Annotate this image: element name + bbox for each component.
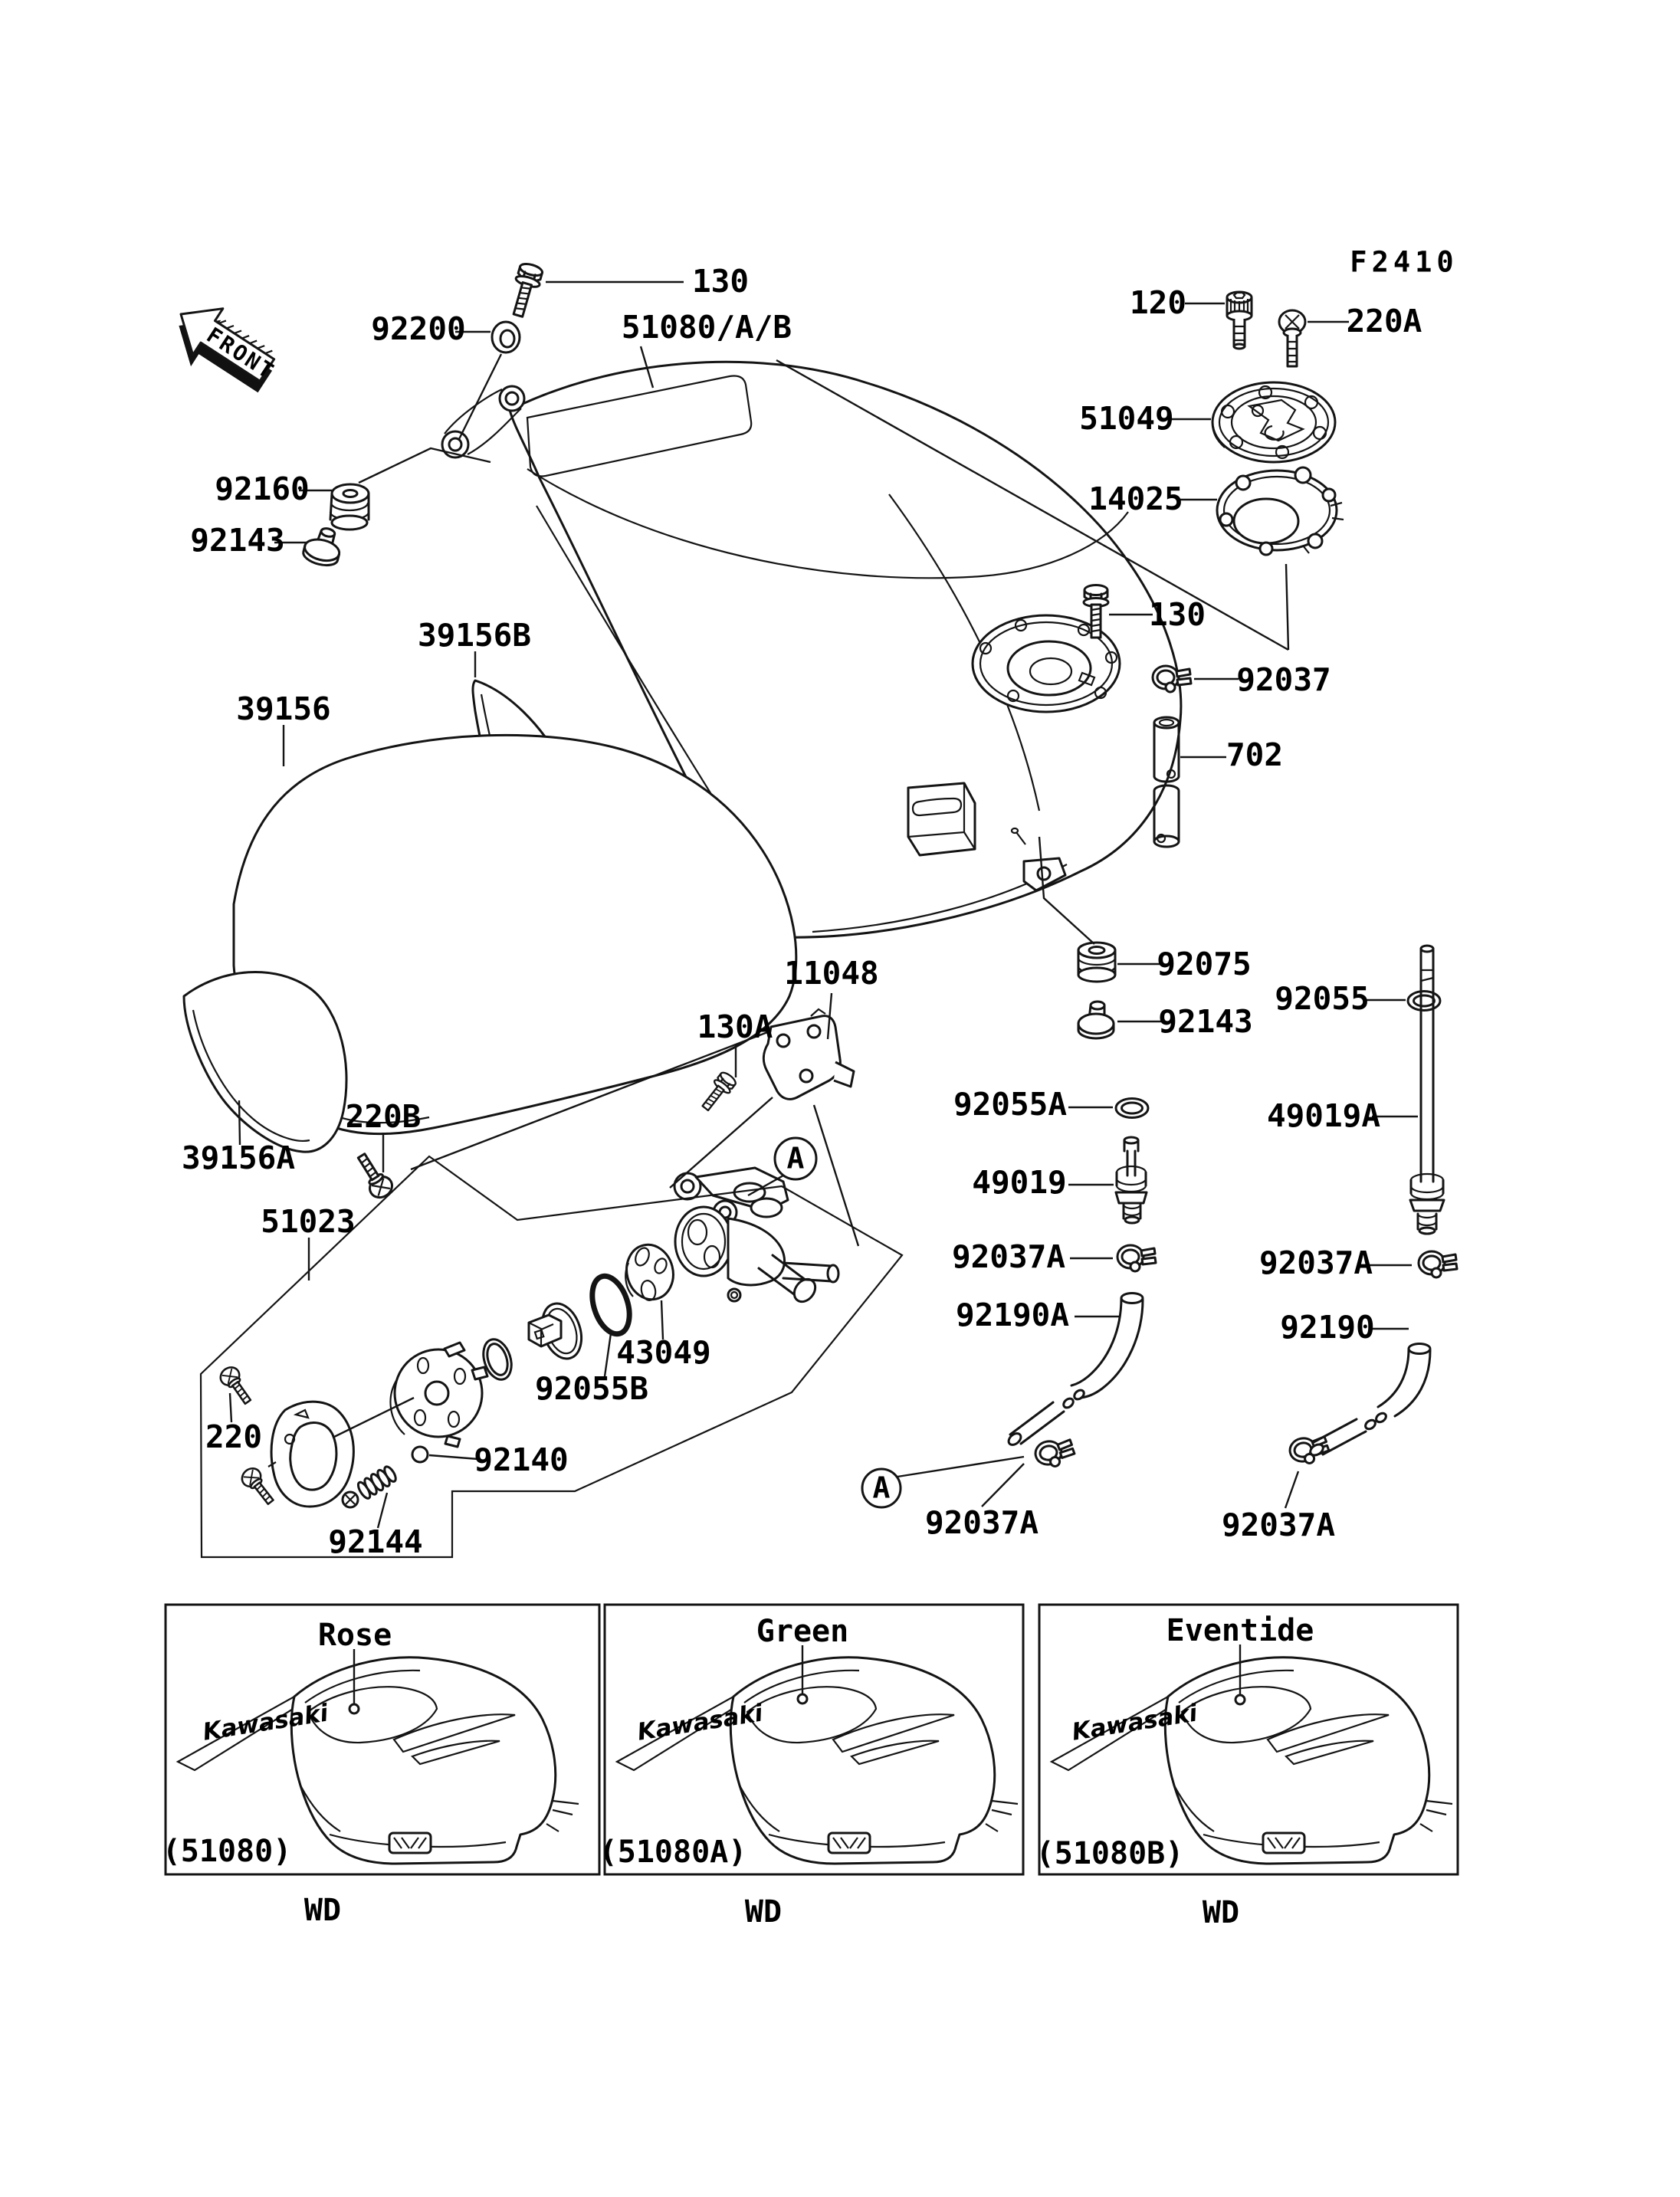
- leader-92037a-bottom-right: [1285, 1471, 1298, 1508]
- sender-49019a: [1410, 946, 1444, 1234]
- part-label-11048: 11048: [784, 955, 879, 992]
- marker-line-a-hose: [897, 1457, 1024, 1477]
- peg-92143-left: [301, 524, 344, 569]
- oring-92055a: [1116, 1099, 1148, 1118]
- gasket-43049: [621, 1240, 679, 1304]
- part-label-130a: 130A: [697, 1008, 773, 1045]
- leader-92140: [429, 1455, 478, 1459]
- part-label-92190a: 92190A: [955, 1297, 1070, 1333]
- front-mount-tab: [442, 386, 524, 457]
- washer-92200: [492, 322, 520, 353]
- petcock-body: [674, 1168, 838, 1306]
- peg-92143-right: [1078, 1002, 1114, 1038]
- part-label-220a: 220A: [1346, 303, 1422, 339]
- part-label-51049: 51049: [1079, 400, 1174, 437]
- part-label-92037: 92037: [1236, 661, 1331, 698]
- part-label-49019: 49019: [972, 1164, 1067, 1201]
- variant-box-green: [599, 1605, 1023, 1930]
- clamp-92037a-mid-left: [1117, 1245, 1156, 1271]
- variant-leader-dot-green: [798, 1694, 807, 1703]
- part-label-92160: 92160: [215, 471, 310, 507]
- part-label-220: 220: [205, 1418, 263, 1455]
- clamp-92037a-bottom-left: [1033, 1436, 1076, 1470]
- part-label-49019a: 49019A: [1266, 1097, 1381, 1134]
- variant-title-rose: Rose: [317, 1618, 392, 1653]
- link-line-5: [814, 1105, 858, 1246]
- kawasaki-logo-green: Kawasaki: [635, 1699, 765, 1746]
- part-label-92055a: 92055A: [953, 1086, 1068, 1123]
- part-label-220b: 220B: [345, 1098, 422, 1135]
- variant-boxes: [162, 1605, 1458, 1930]
- part-label-92190: 92190: [1280, 1309, 1375, 1346]
- part-label-92037a-bottom-right: 92037A: [1221, 1507, 1336, 1543]
- kawasaki-logo-rose: Kawasaki: [201, 1699, 330, 1746]
- front-arrow: [160, 291, 288, 406]
- part-label-14025: 14025: [1088, 480, 1183, 517]
- part-label-92037a-mid-right: 92037A: [1258, 1244, 1373, 1281]
- variant-leader-dot-rose: [349, 1704, 359, 1713]
- part-label-130-mid: 130: [1148, 596, 1206, 633]
- part-label-92143-left: 92143: [190, 522, 285, 559]
- petcock-plate: [390, 1343, 487, 1447]
- part-label-130-top: 130: [691, 263, 750, 300]
- bracket-11048: [763, 1009, 854, 1099]
- figure-code: F2410: [1350, 245, 1459, 279]
- screw-220: [217, 1364, 256, 1408]
- part-label-39156a: 39156A: [181, 1139, 296, 1176]
- leader-39156a: [239, 1100, 240, 1145]
- part-label-39156: 39156: [236, 690, 331, 727]
- part-label-92055b: 92055B: [534, 1370, 649, 1407]
- part-label-92075: 92075: [1157, 946, 1252, 982]
- link-line-1: [1286, 564, 1288, 650]
- lever-cover: [268, 1402, 353, 1507]
- part-label-51080ab: 51080/A/B: [621, 309, 792, 346]
- variant-footer-rose: WD: [304, 1893, 342, 1928]
- link-line-8: [459, 354, 501, 439]
- clamp-92037a-mid-right: [1419, 1251, 1457, 1277]
- variant-part-number-rose: (51080): [162, 1834, 292, 1869]
- part-label-92144: 92144: [328, 1523, 423, 1560]
- part-label-702: 702: [1226, 736, 1284, 773]
- front-arrow-label: FRONT: [202, 322, 280, 385]
- part-label-92037a-bottom-left: 92037A: [924, 1504, 1039, 1541]
- part-label-51023: 51023: [261, 1203, 356, 1240]
- screw-220a: [1279, 310, 1305, 366]
- bolt-130a: [697, 1070, 738, 1113]
- part-label-92140: 92140: [474, 1441, 569, 1478]
- variant-title-eventide: Eventide: [1166, 1613, 1314, 1648]
- part-label-120: 120: [1129, 284, 1187, 321]
- marker-letter-a-petcock: A: [786, 1141, 805, 1176]
- variant-title-green: Green: [756, 1614, 849, 1649]
- variant-part-number-green: (51080A): [599, 1835, 747, 1870]
- clamp-92037: [1153, 666, 1191, 692]
- oring-92055: [1408, 992, 1440, 1011]
- cap-ring-14025: [1217, 467, 1344, 555]
- ball-92140: [412, 1447, 428, 1462]
- pad-39156a: [184, 972, 346, 1152]
- diaphragm: [529, 1298, 588, 1363]
- clamp-92037a-bottom-right: [1288, 1433, 1331, 1467]
- variant-footer-green: WD: [744, 1894, 783, 1930]
- bolt-120: [1227, 292, 1252, 349]
- marker-letter-a-hose: A: [872, 1471, 891, 1505]
- part-label-92037a-mid-left: 92037A: [951, 1238, 1066, 1275]
- variant-box-eventide: [1036, 1605, 1458, 1930]
- leader-92037a-bottom-left: [982, 1464, 1024, 1507]
- part-label-92055: 92055: [1275, 980, 1370, 1017]
- variant-box-rose: [162, 1605, 599, 1928]
- variant-footer-eventide: WD: [1202, 1895, 1240, 1930]
- fuel-cap-51049: [1212, 382, 1335, 462]
- damper-92075: [1078, 943, 1115, 982]
- grommet-92160: [330, 484, 369, 530]
- sender-49019: [1116, 1137, 1147, 1223]
- bolt-130-top: [507, 261, 545, 319]
- part-label-39156b: 39156B: [417, 617, 532, 654]
- part-label-43049: 43049: [616, 1334, 711, 1371]
- part-label-92200: 92200: [371, 310, 466, 347]
- variant-leader-dot-eventide: [1235, 1695, 1245, 1704]
- variant-part-number-eventide: (51080B): [1035, 1836, 1184, 1871]
- part-label-92143-right: 92143: [1158, 1003, 1253, 1040]
- kawasaki-logo-eventide: Kawasaki: [1070, 1699, 1199, 1746]
